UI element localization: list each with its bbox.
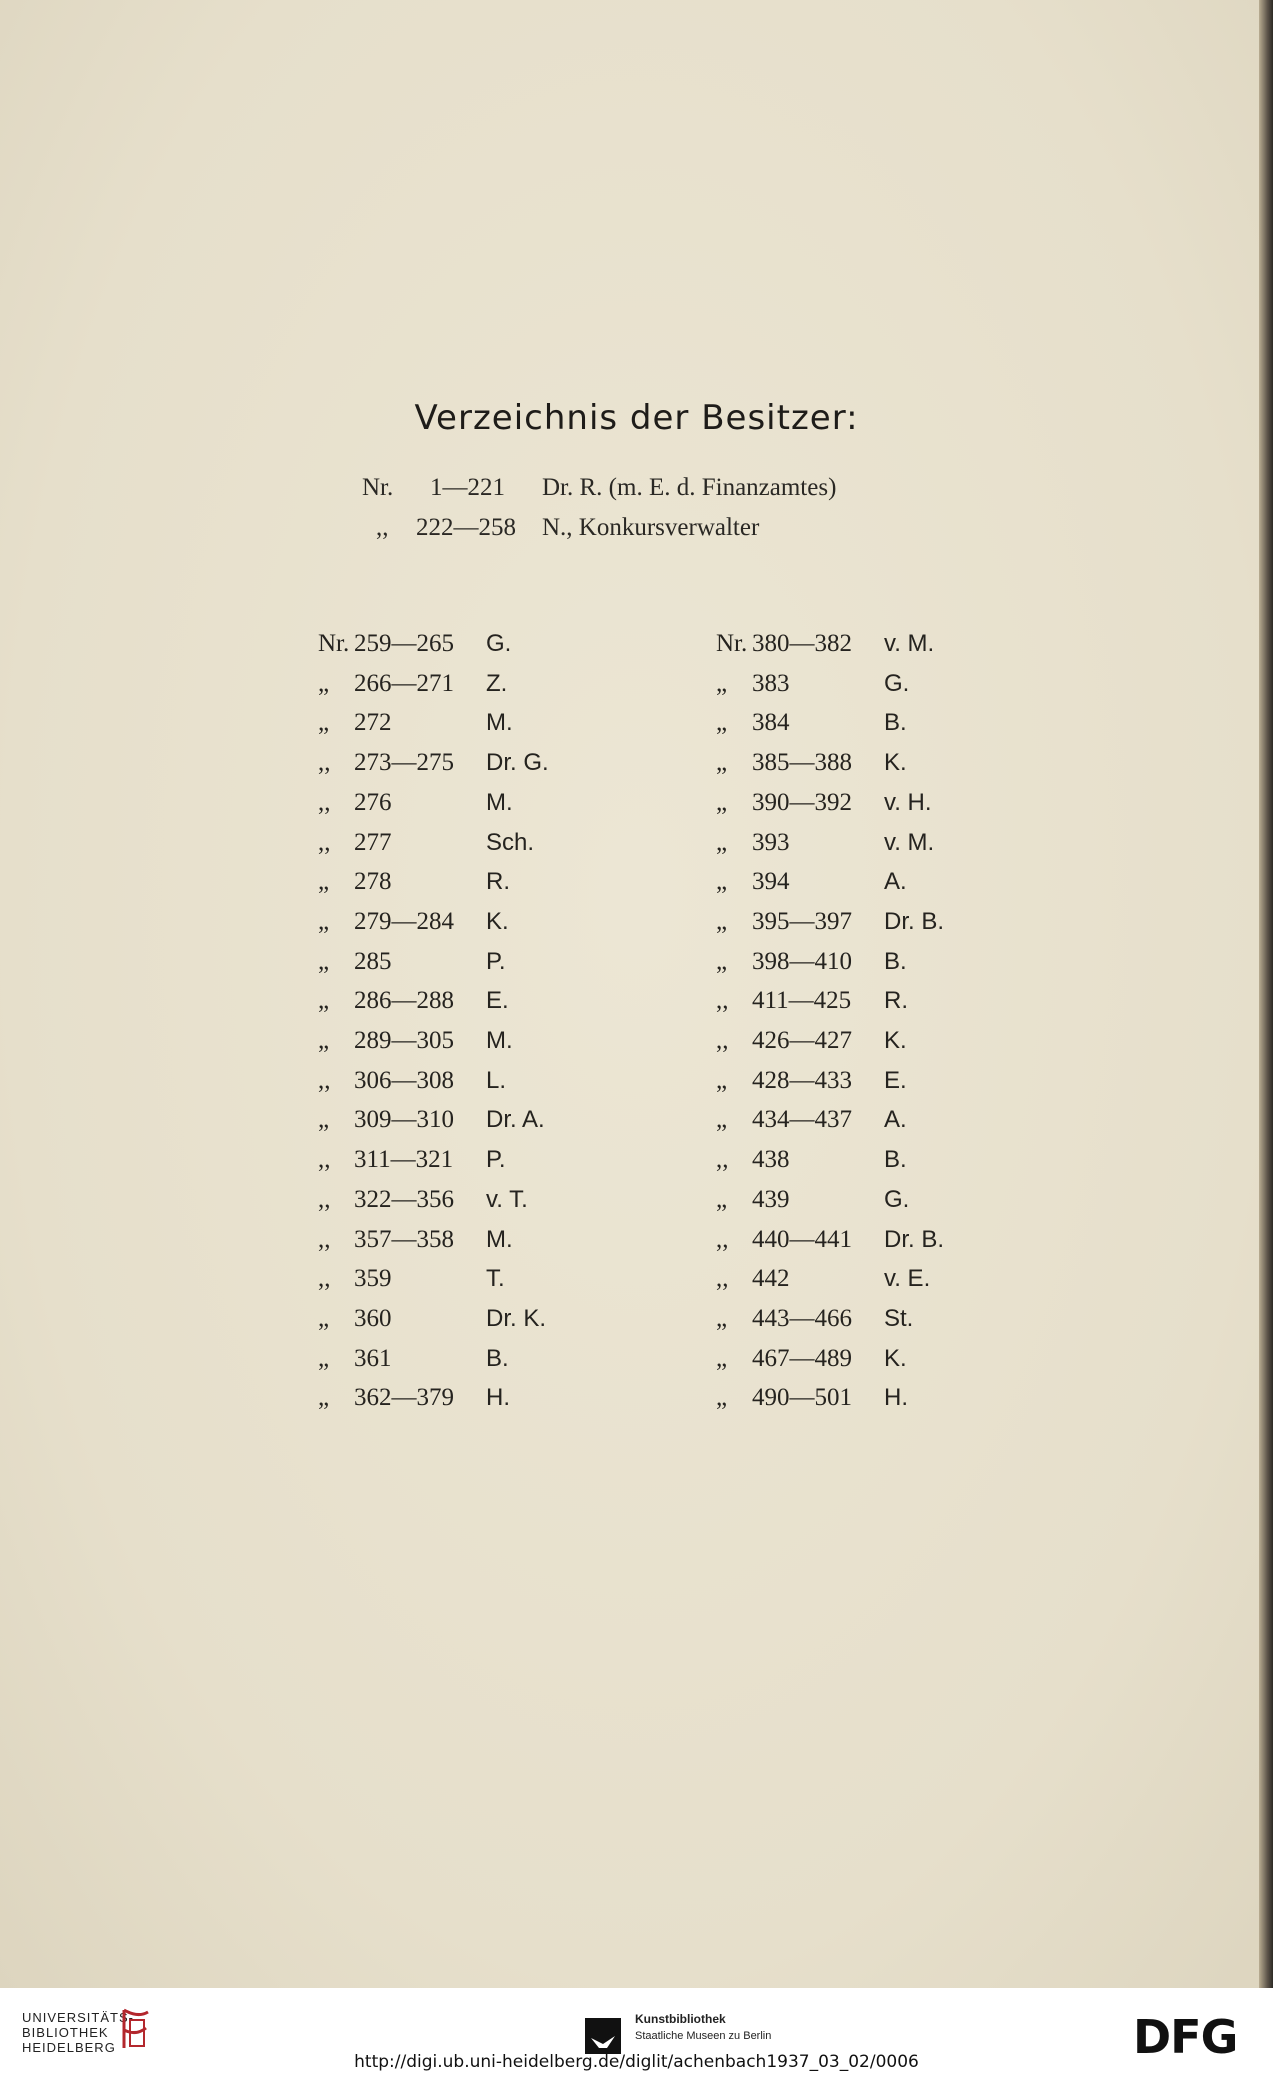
entry-owner: B. — [486, 1344, 509, 1372]
entry-prefix: „ — [716, 1304, 728, 1332]
university-library-mark-icon — [118, 2006, 152, 2052]
entry-prefix: „ — [716, 828, 728, 856]
summary-range: 1—221 — [430, 474, 505, 501]
entry-range: 428—433 — [752, 1066, 852, 1094]
entry-range: 285 — [354, 947, 392, 975]
list-item — [318, 862, 638, 902]
entry-range: 277 — [354, 828, 392, 856]
entry-prefix: ,, — [318, 828, 331, 856]
entry-range: 357—358 — [354, 1225, 454, 1253]
list-item — [716, 703, 1036, 743]
entry-prefix: Nr. — [318, 630, 350, 657]
list-item — [318, 1061, 638, 1101]
entry-owner: K. — [486, 907, 509, 935]
list-item — [716, 783, 1036, 823]
list-item — [716, 981, 1036, 1021]
entry-owner: M. — [486, 1225, 513, 1253]
list-item — [318, 942, 638, 982]
entry-range: 411—425 — [752, 987, 852, 1015]
entry-range: 443—466 — [752, 1304, 852, 1332]
entry-prefix: ,, — [318, 788, 331, 816]
entry-owner: v. E. — [884, 1265, 931, 1293]
list-item — [716, 1100, 1036, 1140]
entry-prefix: ,, — [716, 987, 729, 1015]
entry-range: 440—441 — [752, 1225, 852, 1253]
entry-owner: Sch. — [486, 828, 535, 856]
entry-range: 273—275 — [354, 749, 454, 777]
entry-range: 361 — [354, 1344, 392, 1372]
entry-range: 259—265 — [354, 630, 454, 657]
list-item — [716, 1021, 1036, 1061]
entry-owner: B. — [884, 1146, 907, 1174]
entry-prefix: „ — [716, 907, 728, 935]
list-item — [318, 1220, 638, 1260]
entry-range: 380—382 — [752, 630, 852, 657]
entry-owner: Dr. K. — [486, 1304, 547, 1332]
entry-prefix: „ — [318, 1304, 330, 1332]
source-url-link[interactable]: http://digi.ub.uni-heidelberg.de/diglit/achenbach1937_03_02/0006 — [354, 2052, 919, 2072]
footer-bar — [0, 1988, 1273, 2082]
entry-range: 442 — [752, 1265, 790, 1293]
entry-owner: St. — [884, 1304, 914, 1332]
entry-range: 309—310 — [354, 1106, 454, 1134]
entry-prefix: „ — [318, 709, 330, 737]
list-item — [318, 1339, 638, 1379]
entry-prefix: „ — [318, 987, 330, 1015]
entry-range: 276 — [354, 788, 392, 816]
entry-prefix: „ — [716, 1066, 728, 1094]
page-title: Verzeichnis der Besitzer: — [414, 398, 859, 438]
entry-owner: B. — [884, 947, 907, 975]
entry-range: 385—388 — [752, 749, 852, 777]
list-item — [716, 743, 1036, 783]
entry-prefix: ,, — [716, 1225, 729, 1253]
entry-prefix: ,, — [318, 1265, 331, 1293]
summary-prefix: ,, — [376, 514, 389, 541]
entry-owner: K. — [884, 1344, 907, 1372]
entry-owner: v. T. — [486, 1185, 528, 1213]
list-item — [716, 624, 1036, 664]
entry-owner: Dr. B. — [884, 1225, 945, 1253]
entry-owner: R. — [884, 987, 908, 1015]
list-item — [716, 823, 1036, 863]
entry-owner: K. — [884, 749, 907, 777]
list-item — [318, 823, 638, 863]
entry-prefix: ,, — [318, 1066, 331, 1094]
entry-owner: M. — [486, 709, 513, 737]
entry-owner: Dr. B. — [884, 907, 945, 935]
list-item — [716, 1140, 1036, 1180]
entry-range: 306—308 — [354, 1066, 454, 1094]
entry-prefix: „ — [318, 947, 330, 975]
list-item — [318, 664, 638, 704]
entry-owner: G. — [884, 1185, 910, 1213]
list-item — [318, 902, 638, 942]
entry-owner: B. — [884, 709, 907, 737]
logo-line: BIBLIOTHEK — [22, 2025, 109, 2040]
entry-owner: G. — [486, 630, 512, 657]
entry-prefix: ,, — [716, 1027, 729, 1054]
entry-owner: v. H. — [884, 788, 932, 816]
entry-range: 278 — [354, 868, 392, 896]
summary-range: 222—258 — [416, 514, 516, 541]
entry-prefix: Nr. — [716, 630, 748, 657]
entry-prefix: „ — [716, 1185, 728, 1213]
entry-range: 311—321 — [354, 1146, 454, 1174]
list-item — [716, 1180, 1036, 1220]
entry-range: 384 — [752, 709, 790, 737]
entry-owner: E. — [884, 1066, 907, 1094]
entry-owner: K. — [884, 1027, 907, 1054]
entry-range: 272 — [354, 709, 392, 737]
entry-range: 394 — [752, 868, 790, 896]
entry-prefix: ,, — [318, 1225, 331, 1253]
summary-owner: N., Konkursverwalter — [542, 514, 760, 541]
entry-owner: H. — [486, 1384, 510, 1412]
entry-range: 439 — [752, 1185, 790, 1213]
entry-owner: E. — [486, 987, 509, 1015]
logo-line: UNIVERSITÄTS- — [22, 2010, 134, 2025]
list-item — [716, 1259, 1036, 1299]
entry-owner: Z. — [486, 669, 508, 697]
entry-owner: P. — [486, 1146, 506, 1174]
summary-prefix: Nr. — [362, 474, 394, 501]
entry-range: 393 — [752, 828, 790, 856]
entry-owner: P. — [486, 947, 506, 975]
list-item — [318, 743, 638, 783]
entry-prefix: ,, — [318, 749, 331, 777]
entry-owner: H. — [884, 1384, 908, 1412]
list-item — [716, 1299, 1036, 1339]
entry-range: 398—410 — [752, 947, 852, 975]
entry-owner: M. — [486, 1027, 513, 1054]
dfg-logo: DFG — [1133, 2010, 1238, 2064]
entry-range: 322—356 — [354, 1185, 454, 1213]
entry-prefix: „ — [318, 907, 330, 935]
entry-prefix: „ — [318, 1106, 330, 1134]
entry-owner: R. — [486, 868, 510, 896]
entry-range: 490—501 — [752, 1384, 852, 1412]
entry-prefix: „ — [716, 709, 728, 737]
entry-owner: T. — [486, 1265, 505, 1293]
entry-range: 395—397 — [752, 907, 852, 935]
entry-owner: L. — [486, 1066, 507, 1094]
entry-owner: M. — [486, 788, 513, 816]
list-item — [318, 703, 638, 743]
entry-range: 390—392 — [752, 788, 852, 816]
entry-range: 289—305 — [354, 1027, 454, 1054]
entry-prefix: „ — [318, 868, 330, 896]
list-item — [318, 624, 638, 664]
list-item — [716, 1220, 1036, 1260]
entry-range: 279—284 — [354, 907, 454, 935]
entry-owner: A. — [884, 1106, 907, 1134]
entry-prefix: „ — [716, 749, 728, 777]
entry-prefix: „ — [716, 1344, 728, 1372]
entry-range: 362—379 — [354, 1384, 454, 1412]
entry-range: 467—489 — [752, 1344, 852, 1372]
entry-owner: Dr. A. — [486, 1106, 545, 1134]
entry-owner: A. — [884, 868, 907, 896]
list-item — [318, 1299, 638, 1339]
kunstbibliothek-subtitle: Staatliche Museen zu Berlin — [635, 2030, 772, 2042]
entry-prefix: „ — [318, 669, 330, 697]
entry-owner: v. M. — [884, 630, 935, 657]
entry-prefix: „ — [318, 1344, 330, 1372]
list-item — [716, 862, 1036, 902]
entry-range: 266—271 — [354, 669, 454, 697]
entry-prefix: „ — [716, 947, 728, 975]
entry-prefix: ,, — [716, 1146, 729, 1174]
entry-prefix: „ — [716, 1106, 728, 1134]
list-item — [318, 1378, 638, 1418]
list-item — [716, 1378, 1036, 1418]
list-item — [716, 664, 1036, 704]
entry-prefix: „ — [716, 669, 728, 697]
list-item — [318, 981, 638, 1021]
entry-prefix: „ — [318, 1384, 330, 1412]
page-gutter-shadow — [1259, 0, 1273, 1988]
entry-range: 359 — [354, 1265, 392, 1293]
entry-prefix: „ — [318, 1027, 330, 1054]
list-item — [716, 1061, 1036, 1101]
kunstbibliothek-eagle-icon — [585, 2018, 621, 2054]
list-item — [318, 1140, 638, 1180]
entry-range: 426—427 — [752, 1027, 852, 1054]
list-item — [318, 1021, 638, 1061]
entry-range: 438 — [752, 1146, 790, 1174]
summary-owner: Dr. R. (m. E. d. Finanzamtes) — [542, 474, 837, 501]
kunstbibliothek-title: Kunstbibliothek — [635, 2012, 726, 2026]
entry-owner: Dr. G. — [486, 749, 549, 777]
entry-prefix: „ — [716, 1384, 728, 1412]
list-item — [716, 902, 1036, 942]
list-item — [318, 1100, 638, 1140]
entry-prefix: ,, — [716, 1265, 729, 1293]
entry-range: 360 — [354, 1304, 392, 1332]
entry-prefix: „ — [716, 788, 728, 816]
list-item — [318, 783, 638, 823]
list-item — [318, 1180, 638, 1220]
entry-prefix: ,, — [318, 1146, 331, 1174]
logo-line: HEIDELBERG — [22, 2040, 116, 2055]
list-item — [716, 1339, 1036, 1379]
entry-owner: G. — [884, 669, 910, 697]
entry-range: 434—437 — [752, 1106, 852, 1134]
entry-range: 286—288 — [354, 987, 454, 1015]
entry-prefix: „ — [716, 868, 728, 896]
entry-range: 383 — [752, 669, 790, 697]
entry-owner: v. M. — [884, 828, 935, 856]
list-item — [716, 942, 1036, 982]
list-item — [318, 1259, 638, 1299]
entry-prefix: ,, — [318, 1185, 331, 1213]
